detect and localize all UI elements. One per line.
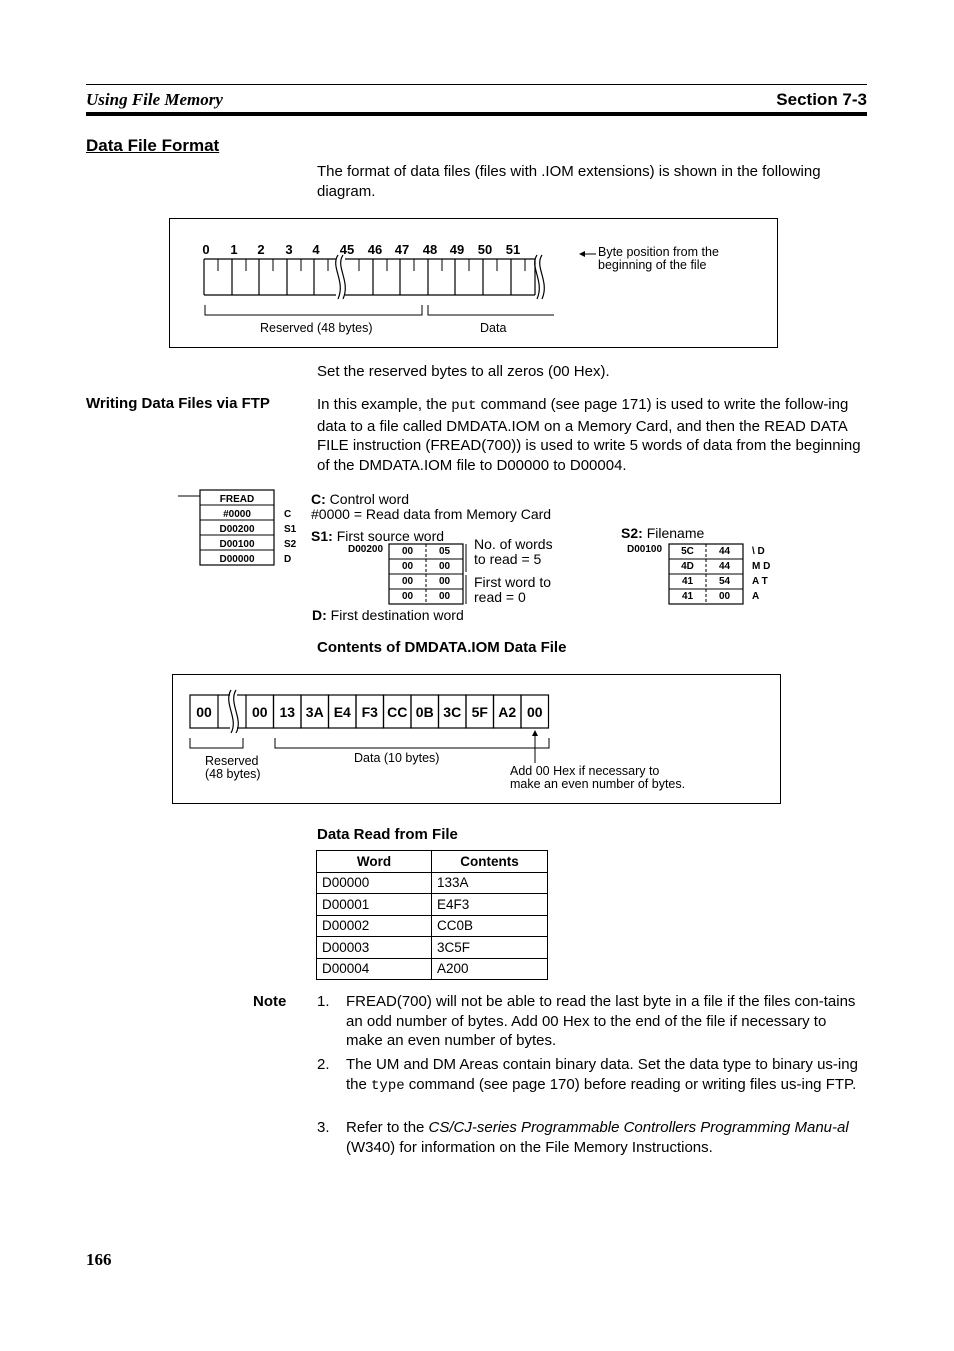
s1-heading: [311, 528, 444, 544]
section-title: Data File Format: [86, 136, 220, 155]
s1-note-b1: First word to: [474, 574, 552, 590]
d-heading: [312, 607, 464, 623]
header-rule-thick: [86, 112, 867, 116]
type-command: type: [371, 1077, 405, 1094]
manual-title: CS/CJ-series Programmable Controllers Programming Manu-al: [428, 1119, 849, 1136]
byte-position-2: 2: [257, 242, 265, 257]
operand-c: C: [284, 509, 292, 520]
note-3-number: 3.: [317, 1119, 330, 1136]
file-bytes-diagram: [173, 675, 780, 803]
s1-byte-1-0: 00: [401, 561, 414, 572]
byte-position-3: 3: [285, 242, 293, 257]
operand-letters: [284, 507, 296, 567]
byte-position-49: 49: [449, 242, 465, 257]
s2-byte-3-1: 00: [718, 591, 731, 602]
s1-first-word-note: [474, 575, 551, 605]
note-2-pre: The UM and DM Areas contain binary data. Set the data type to binary us-ing the: [346, 1056, 858, 1093]
s1-text: First source word: [336, 528, 445, 544]
file-contents-figure: [172, 674, 781, 804]
contents-cell: 3C5F: [432, 937, 548, 959]
table-header-row: [317, 851, 548, 873]
byte-position-4: 4: [312, 242, 320, 257]
byte-position-46: 46: [367, 242, 383, 257]
reserved-bytes-label: [205, 755, 261, 781]
s1-byte-3-1: 00: [438, 591, 451, 602]
add-note-line1: Add 00 Hex if necessary to: [510, 764, 660, 778]
table-row: [317, 915, 548, 937]
contents-cell: 133A: [432, 872, 548, 894]
s1-byte-2-1: 00: [438, 576, 451, 587]
byte-layout-figure: [169, 218, 778, 348]
put-command: put: [451, 398, 477, 414]
s2-char-pair: A T: [752, 576, 768, 587]
byte-cell: 3C: [443, 704, 462, 720]
word-cell: D00000: [317, 872, 432, 894]
byte-cell: 5F: [471, 704, 488, 720]
s2-char-pair: A: [752, 591, 760, 602]
c-description: #0000 = Read data from Memory Card: [311, 506, 552, 522]
note-3-pre: Refer to the: [346, 1119, 429, 1136]
contents-cell: A200: [432, 958, 548, 980]
data-label: Data: [480, 321, 507, 335]
byte-position-0: 0: [202, 242, 210, 257]
s1-note-a1: No. of words: [474, 536, 553, 552]
byte-cell: 00: [196, 704, 212, 720]
intro-paragraph: The format of data files (files with .IOM extensions) is shown in the following diagram.: [317, 163, 821, 200]
reserved-48-label: Reserved (48 bytes): [260, 321, 373, 335]
note-2-number: 2.: [317, 1056, 330, 1073]
add-note-line2: make an even number of bytes.: [510, 777, 686, 791]
byte-cell: F3: [361, 704, 378, 720]
note-2-text: [346, 1055, 866, 1096]
fread-label: FREAD: [219, 494, 255, 505]
header-rule: [86, 84, 867, 85]
fread-s2-operand: D00100: [219, 539, 255, 550]
byte-cell: 0B: [415, 704, 434, 720]
s2-byte-1-1: 44: [718, 561, 731, 572]
data-read-table: [316, 850, 548, 980]
c-text: Control word: [329, 491, 410, 507]
word-cell: D00004: [317, 958, 432, 980]
s2-byte-0-0: 5C: [681, 546, 694, 557]
s2-byte-2-0: 41: [681, 576, 694, 587]
s2-label: S2:: [621, 525, 643, 541]
byte-position-1: 1: [230, 242, 238, 257]
word-cell: D00002: [317, 915, 432, 937]
byte-position-note: [598, 246, 719, 272]
s1-words-note: [474, 537, 553, 567]
s2-byte-0-1: 44: [718, 546, 731, 557]
data-read-table-wrap: [316, 850, 548, 980]
data-10-bytes-label: Data (10 bytes): [354, 751, 440, 765]
s1-byte-3-0: 00: [401, 591, 414, 602]
ftp-paragraph: [317, 395, 866, 475]
fread-control-operand: #0000: [223, 509, 251, 520]
s1-label: S1:: [311, 528, 333, 544]
byte-cell: 00: [526, 704, 543, 720]
page-number: 166: [86, 1250, 112, 1269]
table-row: [317, 872, 548, 894]
control-word-desc: [311, 492, 551, 522]
ftp-sidehead: Writing Data Files via FTP: [86, 395, 270, 412]
byte-cell: A2: [498, 704, 517, 720]
operand-d: D: [284, 554, 292, 565]
byte-cell: E4: [333, 704, 351, 720]
byte-position-50: 50: [477, 242, 493, 257]
table-row: [317, 937, 548, 959]
ftp-text-pre: In this example, the: [317, 396, 452, 413]
table-row: [317, 958, 548, 980]
note-1-text: FREAD(700) will not be able to read the last byte in a file if the files con-tains an odd number of bytes. Add 00 Hex to the end of the file if necessary to make an even number of bytes.: [346, 993, 856, 1049]
byte-cell: 3A: [305, 704, 324, 720]
word-cell: D00003: [317, 937, 432, 959]
note-3-text: [346, 1118, 866, 1157]
contents-caption: Contents of DMDATA.IOM Data File: [317, 639, 567, 656]
ftp-text-post: command (see page 171) is used to write the follow-ing data to a file called DMDATA.IOM on a Memory Card, and then the READ DATA FILE instruction (FREAD(700)) is used to write 5 words of data from the beginning of the DMDATA.IOM file to D00000 to D00004.: [317, 396, 861, 474]
data-read-caption: Data Read from File: [317, 826, 458, 843]
note-3-post: (W340) for information on the File Memory Instructions.: [346, 1138, 713, 1156]
c-label: C:: [311, 491, 326, 507]
d-text: First destination word: [330, 607, 464, 623]
s2-heading: [621, 525, 704, 541]
fread-instruction-box: [200, 492, 274, 567]
s2-text: Filename: [646, 525, 705, 541]
fread-d-operand: D00000: [219, 554, 255, 565]
byte-cell: CC: [387, 704, 408, 720]
column-header-contents: Contents: [432, 851, 548, 873]
add-00-note: [510, 765, 685, 791]
s2-byte-2-1: 54: [718, 576, 731, 587]
s1-byte-0-1: 05: [438, 546, 451, 557]
s1-byte-2-0: 00: [401, 576, 414, 587]
note-label: Note: [253, 993, 287, 1010]
s1-note-b2: read = 0: [474, 589, 526, 605]
note-2-post: command (see page 170) before reading or writing files us-ing FTP.: [404, 1075, 857, 1093]
byte-position-47: 47: [394, 242, 410, 257]
s2-char-pair: \ D: [752, 546, 765, 557]
fread-s1-operand: D00200: [219, 524, 255, 535]
fread-figure: [178, 478, 778, 628]
byte-position-48: 48: [422, 242, 438, 257]
byte-cell: 13: [279, 704, 296, 720]
s2-byte-3-0: 41: [681, 591, 694, 602]
reserved-note: Set the reserved bytes to all zeros (00 Hex).: [317, 363, 610, 380]
byte-position-note-line2: beginning of the file: [598, 258, 707, 272]
byte-position-note-line1: Byte position from the: [598, 245, 719, 259]
contents-cell: E4F3: [432, 894, 548, 916]
operand-s1: S1: [284, 524, 297, 535]
s2-char-pair: M D: [752, 561, 771, 572]
chapter-title: Using File Memory: [86, 90, 223, 109]
reserved-line1: Reserved: [205, 754, 259, 768]
byte-position-45: 45: [339, 242, 355, 257]
column-header-word: Word: [317, 851, 432, 873]
s1-note-a2: to read = 5: [474, 551, 542, 567]
byte-cell: 00: [251, 704, 268, 720]
operand-s2: S2: [284, 539, 297, 550]
s1-byte-1-1: 00: [438, 561, 451, 572]
word-cell: D00001: [317, 894, 432, 916]
reserved-line2: (48 bytes): [205, 767, 261, 781]
note-1-number: 1.: [317, 993, 330, 1010]
s2-address: D00100: [627, 544, 663, 555]
s2-byte-1-0: 4D: [681, 561, 694, 572]
contents-cell: CC0B: [432, 915, 548, 937]
d-label: D:: [312, 607, 327, 623]
s1-byte-0-0: 00: [401, 546, 414, 557]
byte-position-51: 51: [505, 242, 521, 257]
table-row: [317, 894, 548, 916]
s1-address: D00200: [348, 544, 384, 555]
section-number: Section 7-3: [776, 90, 867, 109]
